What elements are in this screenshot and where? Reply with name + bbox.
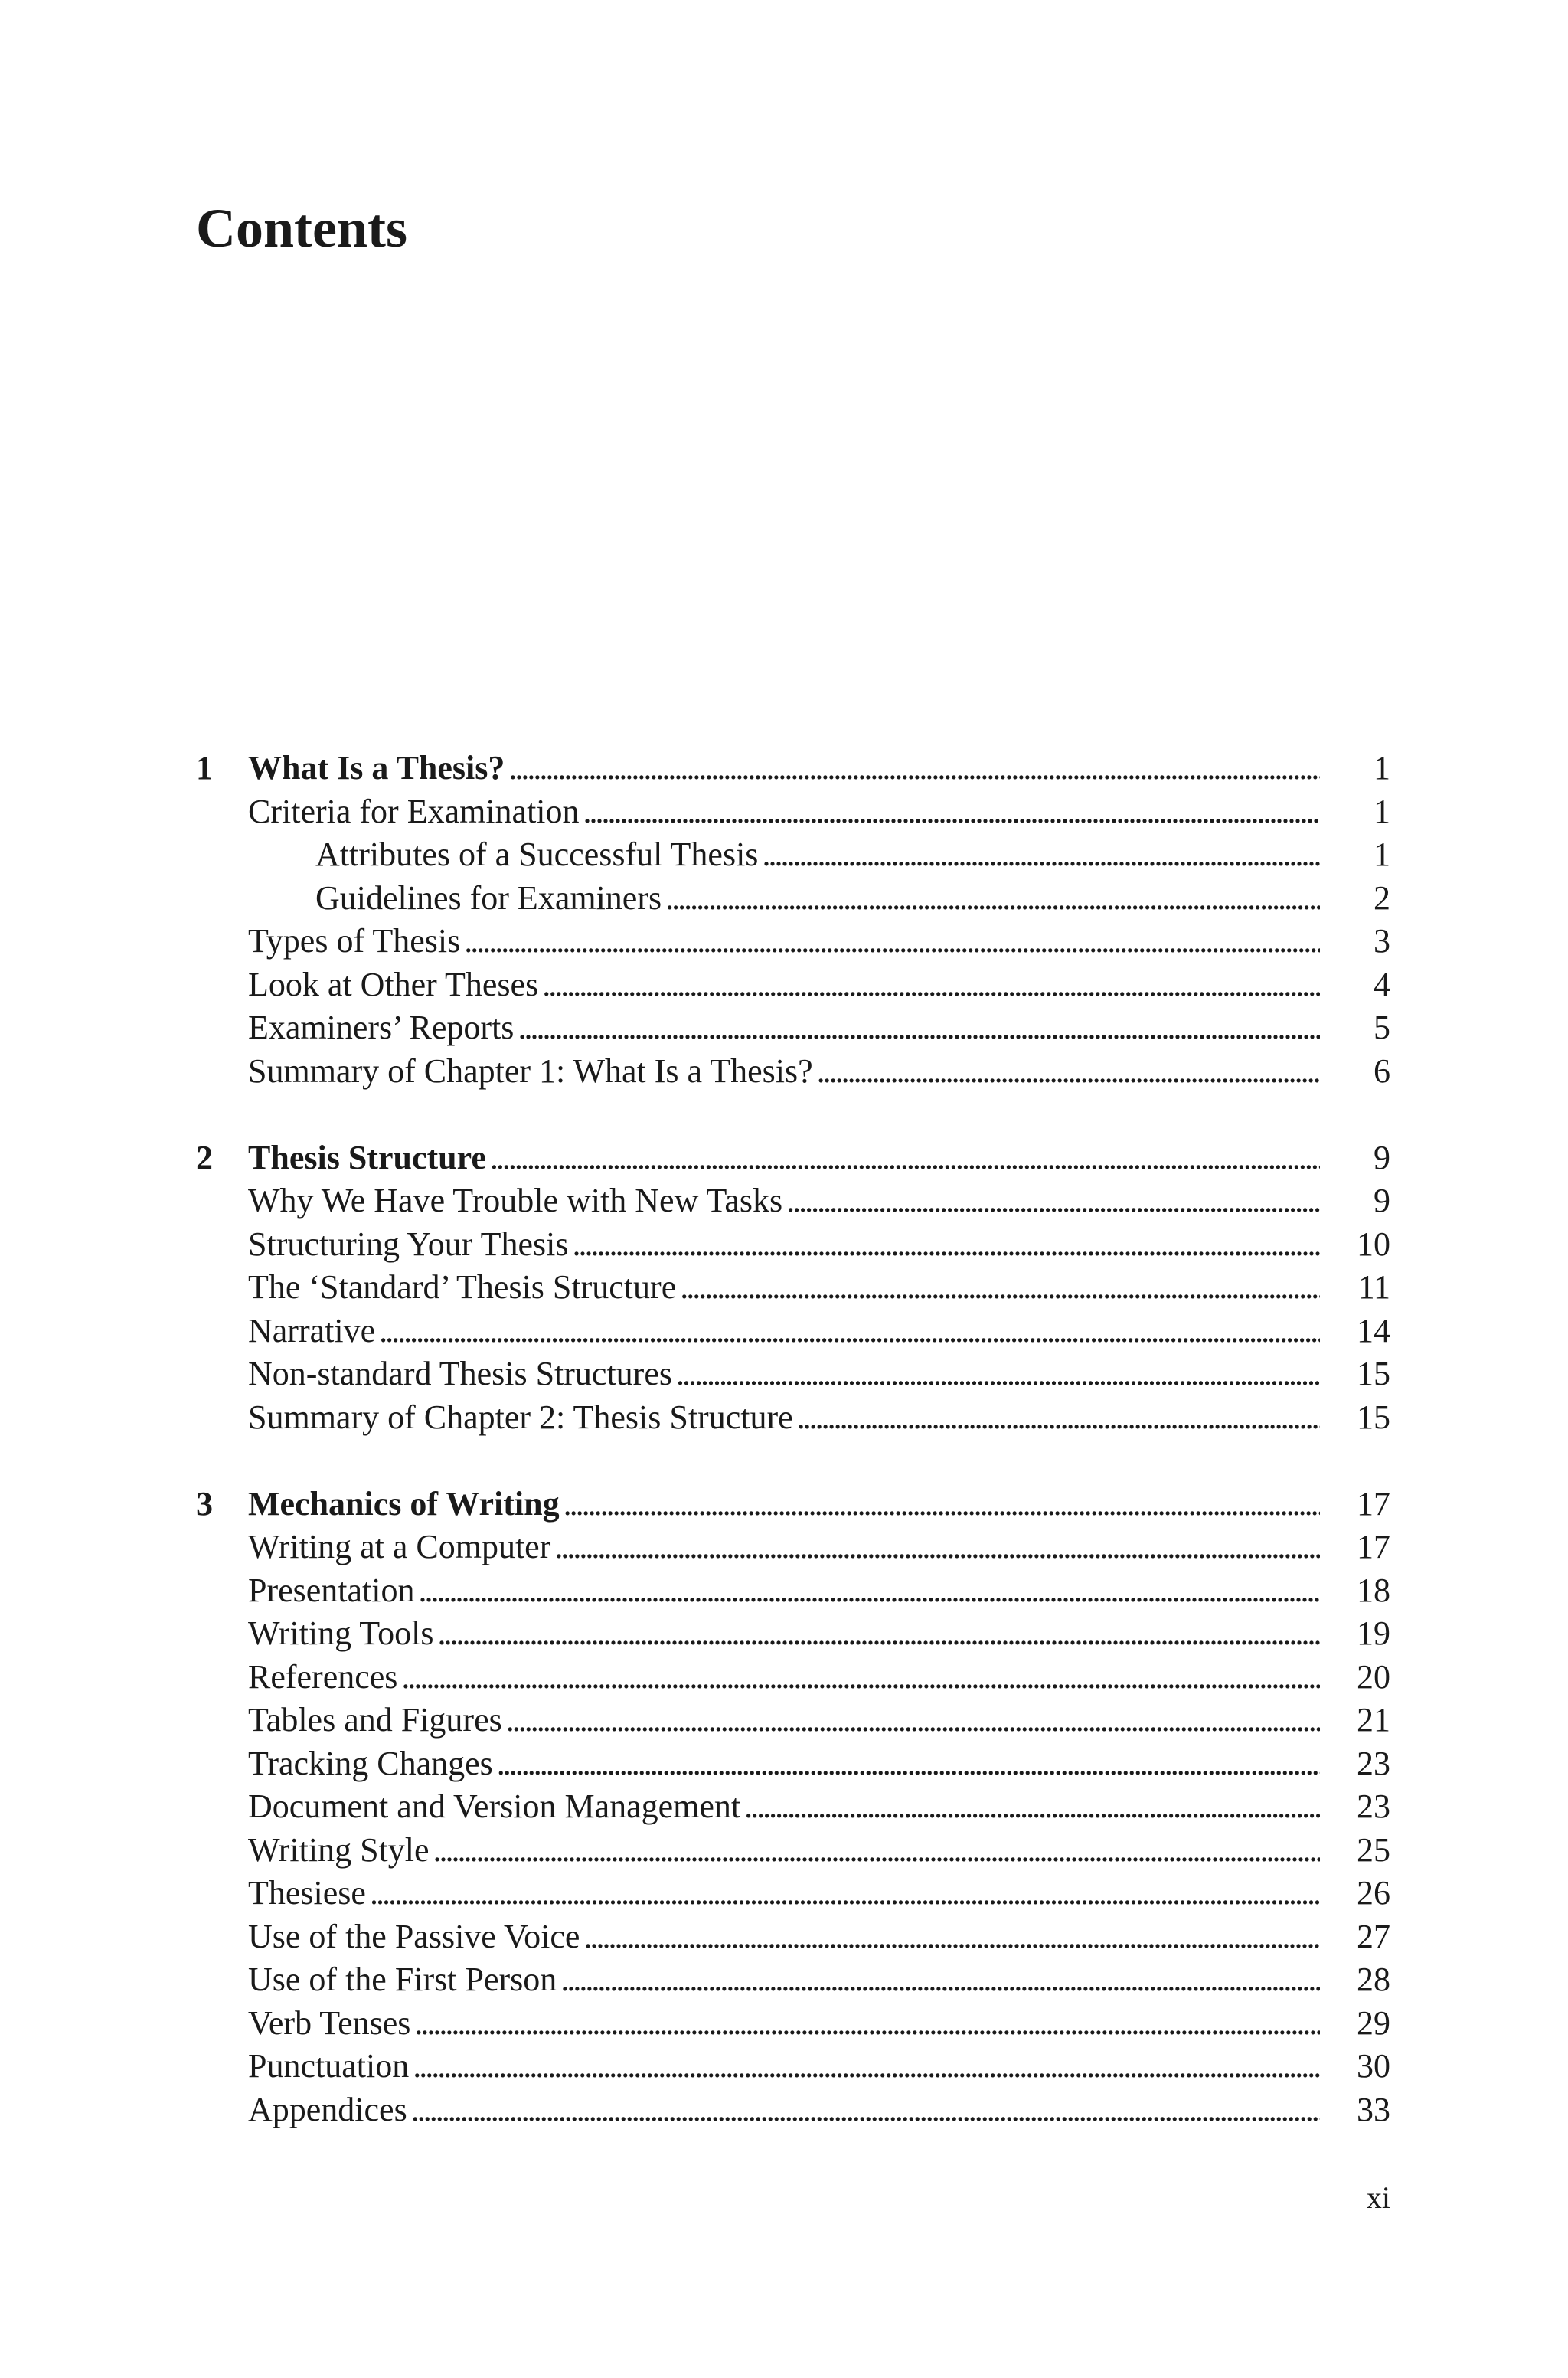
toc-chapter-entry[interactable] bbox=[196, 1483, 1390, 1526]
section-page-number: 26 bbox=[1321, 1872, 1390, 1915]
section-title: Tracking Changes bbox=[248, 1745, 496, 1782]
toc-section-entry[interactable] bbox=[196, 1223, 1390, 1267]
dot-leader bbox=[248, 1829, 1320, 1873]
dot-leader bbox=[248, 1656, 1320, 1699]
dot-leader bbox=[248, 1006, 1320, 1050]
toc-chapter bbox=[196, 1483, 1390, 2132]
toc-section-entry[interactable] bbox=[196, 1526, 1390, 1569]
dot-leader bbox=[248, 1137, 1320, 1180]
page-title: Contents bbox=[196, 198, 408, 259]
section-title: Non-standard Thesis Structures bbox=[248, 1355, 675, 1392]
chapter-page-number: 9 bbox=[1321, 1137, 1390, 1180]
toc-section-entry[interactable] bbox=[196, 1569, 1390, 1613]
section-title: Writing at a Computer bbox=[248, 1528, 554, 1565]
chapter-page-number: 17 bbox=[1321, 1483, 1390, 1526]
chapter-title: Mechanics of Writing bbox=[248, 1485, 563, 1523]
section-title: Attributes of a Successful Thesis bbox=[315, 836, 761, 873]
section-page-number: 28 bbox=[1321, 1958, 1390, 2002]
chapter-number: 1 bbox=[196, 749, 213, 787]
section-title: Criteria for Examination bbox=[248, 793, 583, 830]
chapter-title: Thesis Structure bbox=[248, 1139, 489, 1176]
section-title: Types of Thesis bbox=[248, 922, 463, 960]
toc-section-entry[interactable] bbox=[196, 790, 1390, 834]
dot-leader bbox=[248, 920, 1320, 963]
toc-section-entry[interactable] bbox=[196, 1742, 1390, 1786]
dot-leader bbox=[248, 1223, 1320, 1267]
section-title: Narrative bbox=[248, 1312, 378, 1349]
section-page-number: 3 bbox=[1321, 920, 1390, 963]
toc-section-entry[interactable] bbox=[196, 1785, 1390, 1829]
section-page-number: 10 bbox=[1321, 1223, 1390, 1267]
section-title: Guidelines for Examiners bbox=[315, 879, 665, 917]
chapter-number: 3 bbox=[196, 1484, 213, 1523]
section-title: Examiners’ Reports bbox=[248, 1009, 517, 1046]
section-title: Structuring Your Thesis bbox=[248, 1225, 571, 1263]
dot-leader bbox=[315, 877, 1320, 921]
toc-section-entry[interactable] bbox=[196, 1396, 1390, 1440]
dot-leader bbox=[248, 1396, 1320, 1440]
dot-leader bbox=[248, 2045, 1320, 2089]
section-page-number: 2 bbox=[1321, 877, 1390, 921]
section-title: Verb Tenses bbox=[248, 2004, 413, 2042]
toc-section-entry[interactable] bbox=[196, 920, 1390, 963]
toc-section-entry[interactable] bbox=[196, 2089, 1390, 2132]
dot-leader bbox=[248, 1266, 1320, 1310]
toc-section-entry[interactable] bbox=[196, 1656, 1390, 1699]
toc-section-entry[interactable] bbox=[196, 1915, 1390, 1959]
toc-section-entry[interactable] bbox=[196, 1353, 1390, 1396]
dot-leader bbox=[248, 1310, 1320, 1353]
section-page-number: 15 bbox=[1321, 1353, 1390, 1396]
section-title: Summary of Chapter 2: Thesis Structure bbox=[248, 1398, 796, 1436]
section-title: Tables and Figures bbox=[248, 1701, 505, 1739]
dot-leader bbox=[248, 1958, 1320, 2002]
dot-leader bbox=[248, 1483, 1320, 1526]
section-page-number: 6 bbox=[1321, 1050, 1390, 1094]
dot-leader bbox=[248, 1526, 1320, 1569]
section-page-number: 11 bbox=[1321, 1266, 1390, 1310]
toc-chapter bbox=[196, 747, 1390, 1093]
section-title: Use of the Passive Voice bbox=[248, 1918, 583, 1955]
section-title: Document and Version Management bbox=[248, 1788, 743, 1825]
section-title: Summary of Chapter 1: What Is a Thesis? bbox=[248, 1052, 816, 1090]
section-page-number: 17 bbox=[1321, 1526, 1390, 1569]
toc-chapter-entry[interactable] bbox=[196, 747, 1390, 790]
toc-section-entry[interactable] bbox=[196, 1179, 1390, 1223]
section-title: Punctuation bbox=[248, 2047, 412, 2085]
dot-leader bbox=[248, 1050, 1320, 1094]
toc-chapter bbox=[196, 1137, 1390, 1440]
toc-section-entry[interactable] bbox=[196, 963, 1390, 1007]
section-title: Presentation bbox=[248, 1572, 418, 1609]
section-page-number: 4 bbox=[1321, 963, 1390, 1007]
section-page-number: 20 bbox=[1321, 1656, 1390, 1699]
toc-section-entry[interactable] bbox=[196, 2045, 1390, 2089]
dot-leader bbox=[248, 1785, 1320, 1829]
dot-leader bbox=[248, 2002, 1320, 2046]
toc-section-entry[interactable] bbox=[196, 1006, 1390, 1050]
section-page-number: 25 bbox=[1321, 1829, 1390, 1873]
section-title: References bbox=[248, 1658, 400, 1696]
section-title: Appendices bbox=[248, 2091, 410, 2128]
toc-section-entry[interactable] bbox=[196, 1612, 1390, 1656]
toc-section-entry[interactable] bbox=[196, 1050, 1390, 1094]
section-page-number: 23 bbox=[1321, 1742, 1390, 1786]
section-title: Writing Style bbox=[248, 1831, 433, 1869]
toc-subsection-entry[interactable] bbox=[196, 833, 1390, 877]
toc-chapter-entry[interactable] bbox=[196, 1137, 1390, 1180]
section-title: Use of the First Person bbox=[248, 1961, 560, 1998]
section-page-number: 1 bbox=[1321, 833, 1390, 877]
section-title: Look at Other Theses bbox=[248, 966, 541, 1003]
section-title: Thesiese bbox=[248, 1874, 369, 1912]
dot-leader bbox=[248, 1179, 1320, 1223]
page-number: xi bbox=[1366, 2180, 1390, 2215]
dot-leader bbox=[248, 1569, 1320, 1613]
section-page-number: 1 bbox=[1321, 790, 1390, 834]
section-page-number: 5 bbox=[1321, 1006, 1390, 1050]
section-title: Why We Have Trouble with New Tasks bbox=[248, 1182, 786, 1219]
chapter-number: 2 bbox=[196, 1138, 213, 1176]
chapter-page-number: 1 bbox=[1321, 747, 1390, 790]
dot-leader bbox=[248, 1353, 1320, 1396]
section-page-number: 14 bbox=[1321, 1310, 1390, 1353]
dot-leader bbox=[248, 747, 1320, 790]
section-page-number: 30 bbox=[1321, 2045, 1390, 2089]
section-page-number: 21 bbox=[1321, 1699, 1390, 1742]
table-of-contents bbox=[196, 747, 1390, 2131]
dot-leader bbox=[248, 1699, 1320, 1742]
toc-section-entry[interactable] bbox=[196, 2002, 1390, 2046]
toc-section-entry[interactable] bbox=[196, 1958, 1390, 2002]
section-title: The ‘Standard’ Thesis Structure bbox=[248, 1268, 679, 1306]
chapter-title: What Is a Thesis? bbox=[248, 749, 508, 787]
section-title: Writing Tools bbox=[248, 1614, 436, 1652]
dot-leader bbox=[248, 2089, 1320, 2132]
section-page-number: 29 bbox=[1321, 2002, 1390, 2046]
section-page-number: 27 bbox=[1321, 1915, 1390, 1959]
dot-leader bbox=[248, 790, 1320, 834]
section-page-number: 15 bbox=[1321, 1396, 1390, 1440]
toc-section-entry[interactable] bbox=[196, 1266, 1390, 1310]
dot-leader bbox=[248, 1612, 1320, 1656]
section-page-number: 23 bbox=[1321, 1785, 1390, 1829]
section-page-number: 33 bbox=[1321, 2089, 1390, 2132]
toc-section-entry[interactable] bbox=[196, 1829, 1390, 1873]
toc-section-entry[interactable] bbox=[196, 1310, 1390, 1353]
dot-leader bbox=[315, 833, 1320, 877]
toc-section-entry[interactable] bbox=[196, 1699, 1390, 1742]
dot-leader bbox=[248, 1872, 1320, 1915]
toc-section-entry[interactable] bbox=[196, 1872, 1390, 1915]
section-page-number: 19 bbox=[1321, 1612, 1390, 1656]
section-page-number: 18 bbox=[1321, 1569, 1390, 1613]
dot-leader bbox=[248, 1742, 1320, 1786]
toc-subsection-entry[interactable] bbox=[196, 877, 1390, 921]
dot-leader bbox=[248, 963, 1320, 1007]
dot-leader bbox=[248, 1915, 1320, 1959]
section-page-number: 9 bbox=[1321, 1179, 1390, 1223]
